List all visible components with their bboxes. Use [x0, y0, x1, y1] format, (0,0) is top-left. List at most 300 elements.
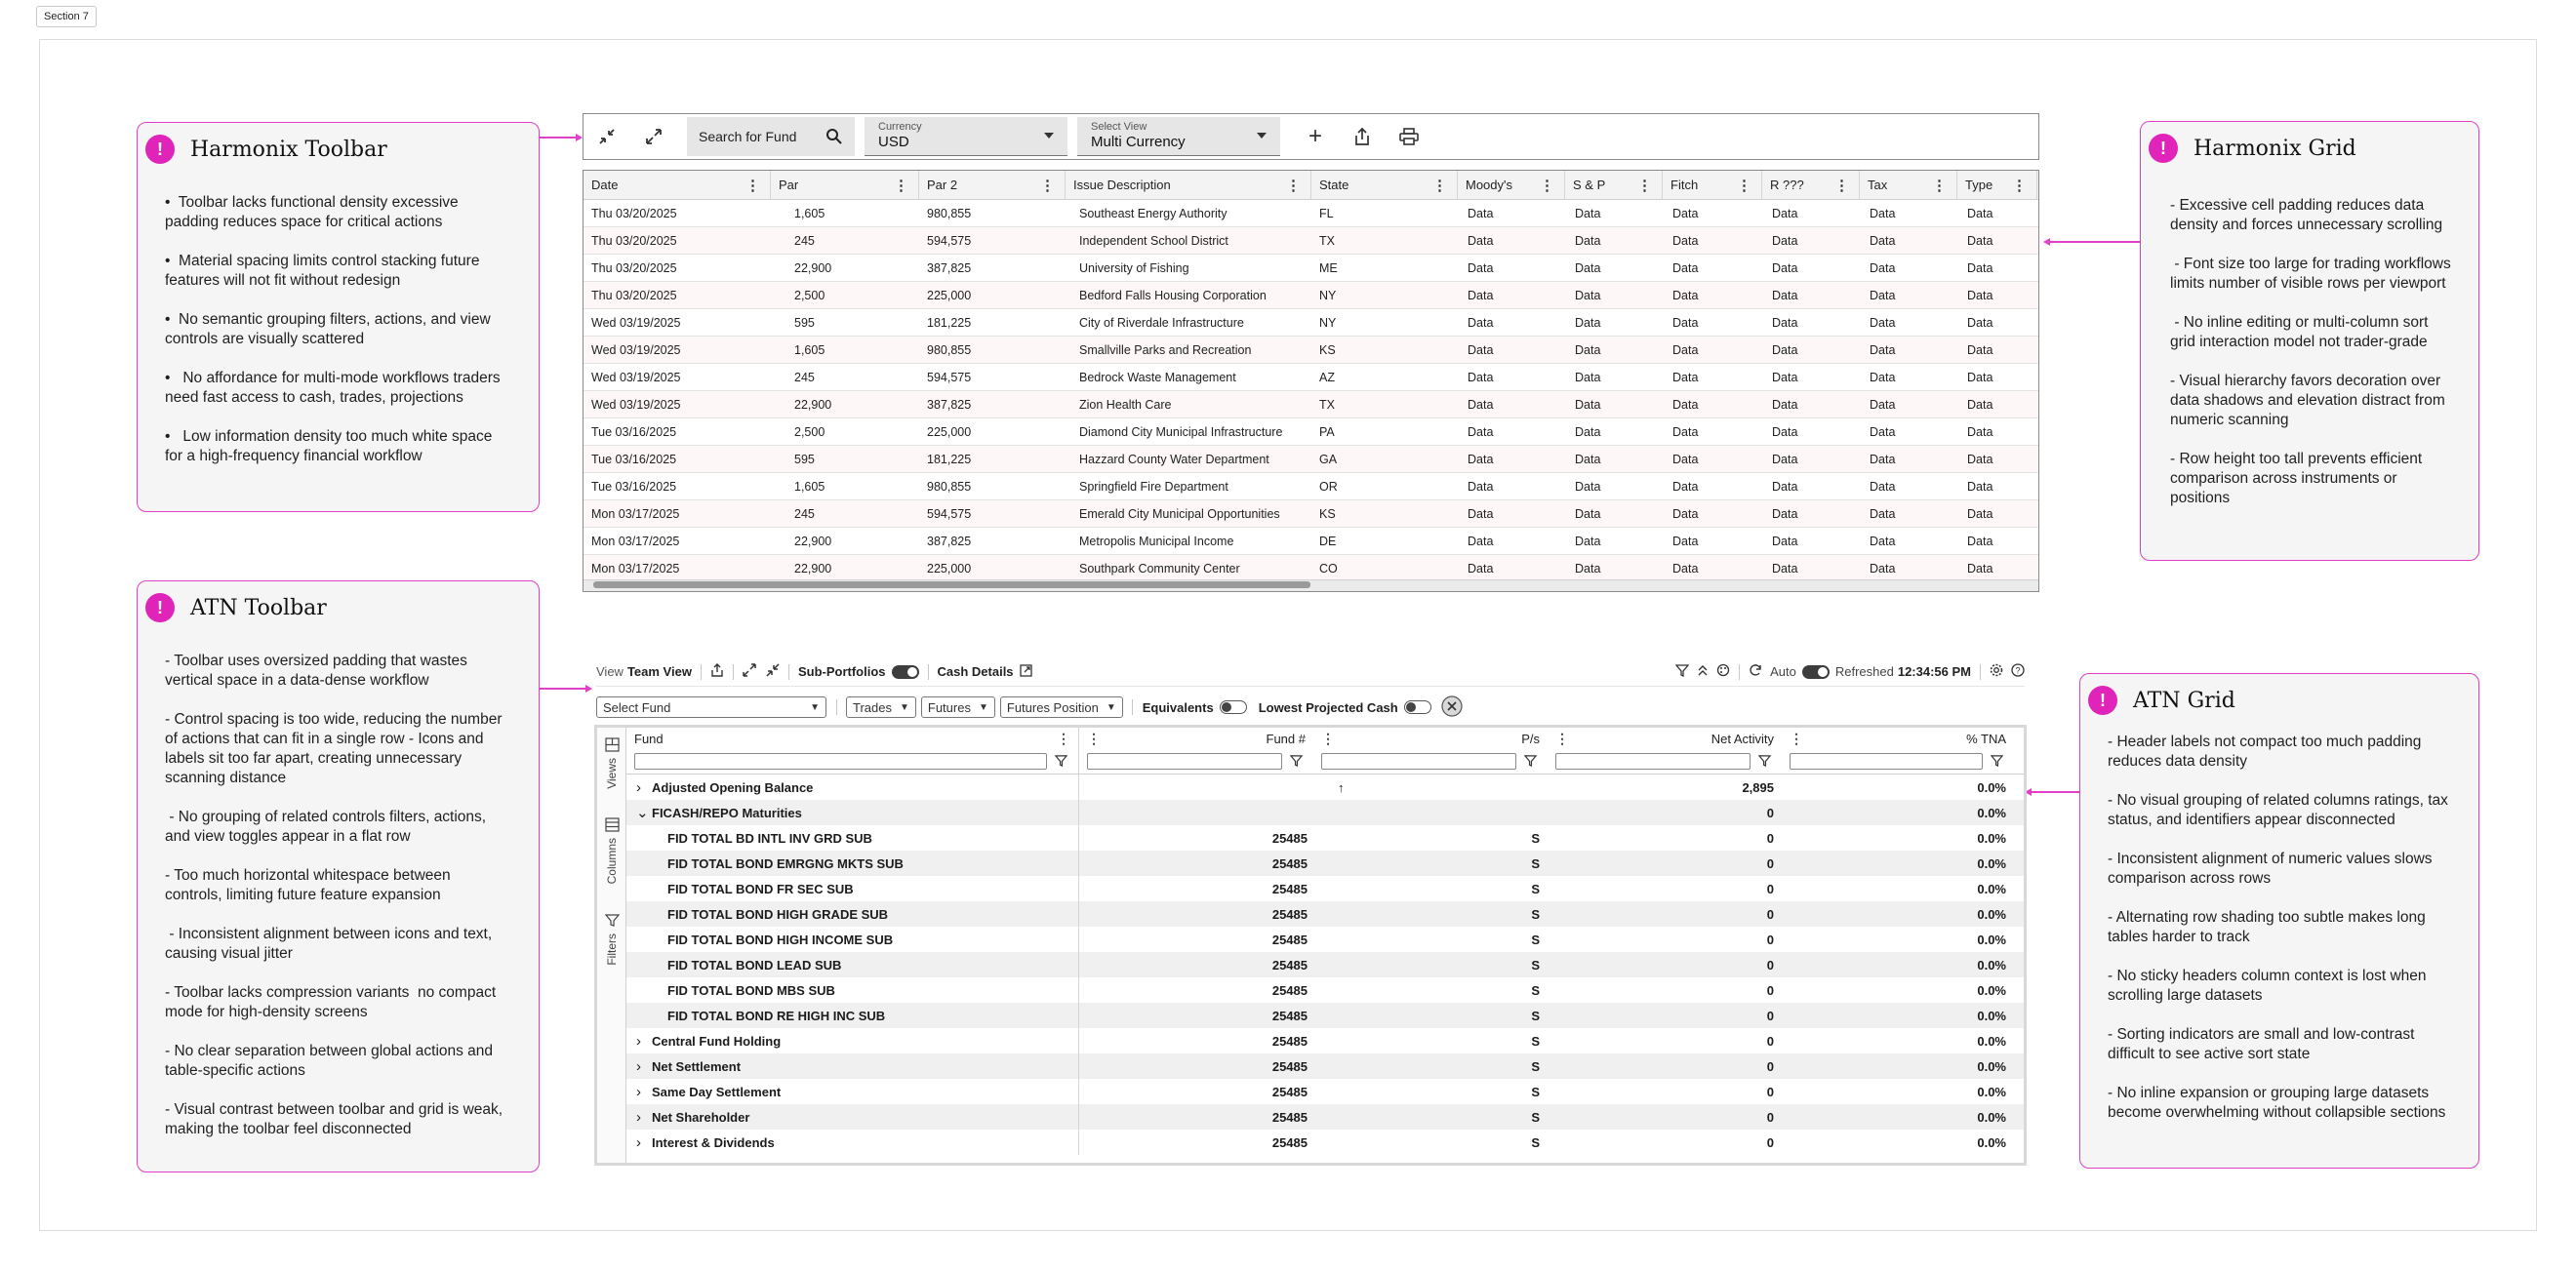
- table-cell: Data: [1772, 342, 1798, 357]
- cell-value: 0.0%: [1977, 1134, 2006, 1150]
- columns-tab[interactable]: [602, 817, 622, 884]
- column-header[interactable]: [1663, 171, 1762, 199]
- table-row[interactable]: [626, 1104, 2024, 1130]
- chevron-down-icon: ▼: [978, 701, 988, 713]
- table-row[interactable]: [584, 255, 2038, 282]
- filter-icon[interactable]: [1055, 754, 1070, 770]
- table-cell: Data: [1575, 424, 1601, 439]
- chevron-right-icon[interactable]: ›: [636, 1133, 641, 1151]
- grid-body: [584, 200, 2038, 582]
- table-cell: Data: [1967, 206, 1993, 220]
- column-menu-icon[interactable]: ⋮: [1087, 730, 1101, 746]
- column-header[interactable]: [1066, 171, 1311, 199]
- clear-filters-icon[interactable]: [1441, 695, 1463, 720]
- column-menu-icon[interactable]: ⋮: [1040, 178, 1055, 194]
- views-icon: [605, 737, 620, 752]
- table-cell: Data: [1870, 288, 1896, 302]
- table-cell: [1079, 825, 1313, 851]
- sub-portfolios-toggle[interactable]: [892, 665, 919, 679]
- refreshed-label: Refreshed: [1834, 664, 1894, 679]
- table-cell: Data: [1870, 233, 1896, 248]
- table-cell: [1313, 800, 1548, 825]
- table-cell: [1313, 851, 1548, 876]
- table-row[interactable]: [626, 927, 2024, 952]
- column-menu-icon[interactable]: ⋮: [1286, 178, 1301, 194]
- table-cell: Wed 03/19/2025: [591, 370, 681, 384]
- table-row[interactable]: [626, 1053, 2024, 1079]
- table-cell: Data: [1772, 233, 1798, 248]
- table-row[interactable]: [584, 391, 2038, 418]
- expand-icon[interactable]: [743, 663, 756, 680]
- table-row[interactable]: [626, 901, 2024, 927]
- table-cell: Wed 03/19/2025: [591, 342, 681, 357]
- table-cell: Data: [1672, 288, 1699, 302]
- table-cell: Data: [1672, 260, 1699, 275]
- table-cell: [1548, 1053, 1782, 1079]
- table-row[interactable]: [626, 800, 2024, 825]
- sort-ascending-icon[interactable]: ↑: [1338, 779, 1345, 795]
- views-tab[interactable]: [602, 737, 622, 789]
- table-cell: Data: [1967, 233, 1993, 248]
- table-cell: Data: [1468, 233, 1494, 248]
- table-cell: Thu 03/20/2025: [591, 288, 677, 302]
- connector-line: [2031, 791, 2079, 793]
- table-cell: Data: [1870, 424, 1896, 439]
- fund-search-input[interactable]: [687, 117, 855, 156]
- table-row[interactable]: [626, 1003, 2024, 1028]
- chevron-right-icon[interactable]: ›: [636, 1032, 641, 1050]
- table-cell: Thu 03/20/2025: [591, 233, 677, 248]
- table-cell: 980,855: [927, 479, 972, 494]
- table-cell: [1079, 1104, 1313, 1130]
- table-cell: Emerald City Municipal Opportunities: [1079, 506, 1280, 521]
- card-item: - Inconsistent alignment between icons and text, causing visual jitter: [165, 926, 497, 962]
- column-header[interactable]: [1782, 728, 2014, 749]
- column-menu-icon[interactable]: ⋮: [1540, 178, 1554, 194]
- column-header-label: R ???: [1770, 178, 1804, 192]
- divider: [701, 664, 702, 680]
- table-cell: [1313, 977, 1548, 1003]
- table-cell: [1079, 1053, 1313, 1079]
- table-cell: 181,225: [927, 452, 972, 466]
- column-filter-input[interactable]: [1555, 753, 1751, 770]
- scrollbar-thumb[interactable]: [593, 581, 1310, 588]
- open-external-icon[interactable]: [1020, 664, 1032, 680]
- table-cell: Data: [1575, 452, 1601, 466]
- column-header[interactable]: [1313, 728, 1548, 749]
- table-cell: [1782, 927, 2014, 952]
- equivalents-toggle[interactable]: [1220, 700, 1247, 714]
- table-cell: [1548, 876, 1782, 901]
- table-cell: Bedrock Waste Management: [1079, 370, 1236, 384]
- cell-value: 0.0%: [1977, 881, 2006, 896]
- view-name[interactable]: Team View: [626, 664, 692, 679]
- cell-value: 0: [1766, 906, 1774, 922]
- column-header-label: Issue Description: [1073, 178, 1171, 192]
- table-cell: Data: [1967, 397, 1993, 412]
- futures-position-dropdown[interactable]: [1000, 696, 1123, 718]
- card-harmonix-grid: [2140, 121, 2479, 561]
- auto-refresh-toggle[interactable]: [1802, 665, 1830, 679]
- table-row[interactable]: [626, 977, 2024, 1003]
- table-cell: Tue 03/16/2025: [591, 452, 677, 466]
- cell-value: S: [1531, 1134, 1540, 1150]
- card-title: ATN Toolbar: [190, 595, 327, 620]
- table-row[interactable]: [584, 473, 2038, 500]
- cell-value: 0.0%: [1977, 906, 2006, 922]
- table-cell: [626, 800, 1079, 825]
- cell-value: 0.0%: [1977, 1058, 2006, 1074]
- column-header[interactable]: [1762, 171, 1860, 199]
- table-cell: Data: [1967, 452, 1993, 466]
- chevron-right-icon[interactable]: ›: [636, 1057, 641, 1075]
- table-row[interactable]: [584, 555, 2038, 582]
- collapse-rows-icon[interactable]: [1697, 663, 1709, 680]
- table-row[interactable]: [584, 227, 2038, 255]
- card-item: - Alternating row shading too subtle makes long tables harder to track: [2108, 909, 2431, 945]
- divider: [1132, 699, 1133, 715]
- cell-value: 0: [1766, 830, 1774, 846]
- trades-label: Trades: [853, 699, 892, 715]
- table-cell: [1548, 1130, 1782, 1155]
- table-row[interactable]: [584, 309, 2038, 337]
- futures-position-label: Futures Position: [1006, 699, 1099, 715]
- cell-value: 25485: [1271, 1084, 1308, 1099]
- table-cell: [1079, 800, 1313, 825]
- table-cell: [1079, 952, 1313, 977]
- table-row[interactable]: [626, 1130, 2024, 1155]
- horizontal-scrollbar[interactable]: [584, 579, 2038, 591]
- table-cell: [1782, 775, 2014, 800]
- column-header-label: Net Activity: [1711, 731, 1774, 746]
- column-menu-icon[interactable]: ⋮: [745, 178, 760, 194]
- table-row[interactable]: [584, 500, 2038, 528]
- table-cell: [1548, 800, 1782, 825]
- column-menu-icon[interactable]: ⋮: [2012, 178, 2027, 194]
- table-cell: Data: [1672, 452, 1699, 466]
- card-item: - Excessive cell padding reduces data density and forces unnecessary scrolling: [2170, 197, 2443, 233]
- card-title: Harmonix Grid: [2194, 136, 2356, 161]
- chevron-down-icon[interactable]: ⌄: [636, 805, 649, 821]
- table-cell: Data: [1468, 342, 1494, 357]
- column-menu-icon[interactable]: ⋮: [1555, 730, 1569, 746]
- card-item: - No clear separation between global actions and table-specific actions: [165, 1043, 498, 1079]
- lowest-projected-cash-toggle[interactable]: [1404, 700, 1431, 714]
- caret-down-icon: [1257, 133, 1267, 139]
- table-cell: Data: [1772, 534, 1798, 548]
- connector-arrow: [2043, 238, 2050, 246]
- table-cell: FL: [1319, 206, 1334, 220]
- table-cell: 1,605: [794, 479, 825, 494]
- fund-name: Adjusted Opening Balance: [652, 779, 814, 795]
- table-cell: 225,000: [927, 288, 972, 302]
- column-menu-icon[interactable]: ⋮: [1834, 178, 1849, 194]
- equivalents-label: Equivalents: [1142, 699, 1214, 715]
- table-cell: Data: [1772, 288, 1798, 302]
- table-cell: Data: [1672, 233, 1699, 248]
- column-header[interactable]: [1565, 171, 1663, 199]
- expand-arrows-icon[interactable]: [630, 115, 677, 158]
- harmonix-toolbar: [583, 113, 2039, 160]
- column-header[interactable]: [584, 171, 771, 199]
- card-item: - Too much horizontal whitespace between controls, limiting future feature expansion: [165, 867, 455, 903]
- card-item: • No semantic grouping filters, actions, and view controls are visually scattered: [165, 311, 495, 347]
- table-cell: [1079, 927, 1313, 952]
- card-item: - Row height too tall prevents efficient comparison across instruments or positions: [2170, 451, 2427, 506]
- table-cell: [1079, 775, 1313, 800]
- currency-select[interactable]: [865, 117, 1067, 156]
- table-cell: Data: [1672, 342, 1699, 357]
- card-item: - Font size too large for trading workflows limits number of visible rows per viewport: [2170, 256, 2456, 292]
- table-cell: Data: [1870, 370, 1896, 384]
- table-row[interactable]: [584, 446, 2038, 473]
- cell-value: 25485: [1271, 1058, 1308, 1074]
- cell-value: 25485: [1271, 932, 1308, 947]
- table-row[interactable]: [626, 952, 2024, 977]
- column-menu-icon[interactable]: ⋮: [1321, 730, 1335, 746]
- column-header-label: Par 2: [927, 178, 958, 192]
- column-menu-icon[interactable]: ⋮: [1057, 730, 1070, 746]
- column-header[interactable]: [1311, 171, 1458, 199]
- table-cell: 181,225: [927, 315, 972, 330]
- collapse-arrows-icon[interactable]: [584, 115, 630, 158]
- column-header[interactable]: [1548, 728, 1782, 749]
- table-cell: [626, 1028, 1079, 1053]
- select-fund-dropdown[interactable]: [596, 696, 826, 718]
- cell-value: 0: [1766, 1058, 1774, 1074]
- table-cell: [1313, 1104, 1548, 1130]
- table-cell: [1079, 901, 1313, 927]
- column-menu-icon[interactable]: ⋮: [1932, 178, 1947, 194]
- card-item: • Low information density too much white space for a high-frequency financial workflow: [165, 428, 497, 464]
- table-cell: Data: [1967, 370, 1993, 384]
- share-icon[interactable]: [1339, 115, 1386, 158]
- view-value: Multi Currency: [1091, 134, 1186, 150]
- table-cell: Data: [1575, 288, 1601, 302]
- table-cell: University of Fishing: [1079, 260, 1189, 275]
- table-cell: Data: [1468, 479, 1494, 494]
- view-select[interactable]: [1077, 117, 1280, 156]
- card-list: [138, 164, 539, 466]
- cell-value: 25485: [1271, 830, 1308, 846]
- table-cell: 245: [794, 370, 815, 384]
- column-header[interactable]: [1957, 171, 2037, 199]
- table-row[interactable]: [584, 200, 2038, 227]
- column-header[interactable]: [919, 171, 1066, 199]
- lowest-projected-cash-label: Lowest Projected Cash: [1258, 699, 1398, 715]
- column-menu-icon[interactable]: ⋮: [1790, 730, 1803, 746]
- column-menu-icon[interactable]: ⋮: [1737, 178, 1751, 194]
- chevron-right-icon[interactable]: ›: [636, 1108, 641, 1126]
- table-cell: Data: [1870, 479, 1896, 494]
- column-header-label: Par: [779, 178, 799, 192]
- refresh-icon[interactable]: [1749, 663, 1762, 680]
- table-cell: 1,605: [794, 206, 825, 220]
- table-cell: [1782, 952, 2014, 977]
- cell-value: S: [1531, 1109, 1540, 1125]
- trades-dropdown[interactable]: [846, 696, 916, 718]
- table-row[interactable]: [584, 528, 2038, 555]
- table-cell: 387,825: [927, 397, 972, 412]
- table-cell: Data: [1870, 206, 1896, 220]
- table-cell: 2,500: [794, 288, 825, 302]
- table-cell: Data: [1575, 561, 1601, 576]
- table-cell: [1782, 977, 2014, 1003]
- cell-value: S: [1531, 881, 1540, 896]
- column-filter-input[interactable]: [634, 753, 1047, 770]
- cell-value: 0: [1766, 855, 1774, 871]
- table-cell: NY: [1319, 288, 1337, 302]
- table-cell: [626, 927, 1079, 952]
- table-row[interactable]: [626, 825, 2024, 851]
- table-cell: 2,500: [794, 424, 825, 439]
- column-filter-input[interactable]: [1087, 753, 1282, 770]
- cell-value: 0: [1766, 1084, 1774, 1099]
- table-row[interactable]: [584, 418, 2038, 446]
- table-cell: Data: [1772, 561, 1798, 576]
- table-cell: [626, 825, 1079, 851]
- table-cell: Southpark Community Center: [1079, 561, 1240, 576]
- table-cell: Data: [1967, 260, 1993, 275]
- palette-icon[interactable]: [1716, 663, 1730, 680]
- cell-value: 25485: [1271, 1134, 1308, 1150]
- help-icon[interactable]: [2011, 663, 2025, 680]
- filter-icon[interactable]: [1991, 754, 2006, 770]
- column-menu-icon[interactable]: ⋮: [1432, 178, 1447, 194]
- table-cell: [1313, 901, 1548, 927]
- table-row[interactable]: [626, 851, 2024, 876]
- table-row[interactable]: [626, 876, 2024, 901]
- divider: [733, 664, 734, 680]
- add-icon[interactable]: +: [1308, 123, 1322, 149]
- column-filter: [626, 749, 1079, 774]
- table-cell: 22,900: [794, 534, 832, 548]
- column-header[interactable]: [1860, 171, 1957, 199]
- table-row[interactable]: [626, 1079, 2024, 1104]
- filters-tab[interactable]: [602, 913, 622, 966]
- table-cell: [1548, 825, 1782, 851]
- card-item: • No affordance for multi-mode workflows traders need fast access to cash, trades, projections: [165, 370, 504, 406]
- cell-value: 0: [1766, 932, 1774, 947]
- cell-value: S: [1531, 906, 1540, 922]
- column-menu-icon[interactable]: ⋮: [894, 178, 908, 194]
- table-row[interactable]: [584, 337, 2038, 364]
- chevron-right-icon[interactable]: ›: [636, 778, 641, 796]
- alert-icon: !: [2088, 686, 2117, 715]
- table-cell: [626, 1079, 1079, 1104]
- column-filter-row: [626, 749, 2024, 775]
- table-cell: [1079, 1028, 1313, 1053]
- table-cell: Data: [1870, 397, 1896, 412]
- table-row[interactable]: [584, 364, 2038, 391]
- cell-value: 25485: [1271, 982, 1308, 998]
- table-cell: [1313, 1003, 1548, 1028]
- cell-value: 0: [1766, 982, 1774, 998]
- cash-details-link[interactable]: Cash Details: [937, 664, 1014, 679]
- table-cell: Data: [1772, 260, 1798, 275]
- filter-icon[interactable]: [1758, 754, 1774, 770]
- table-row[interactable]: [584, 282, 2038, 309]
- column-header[interactable]: [1079, 728, 1313, 749]
- views-tab-label: Views: [605, 758, 619, 789]
- connector-line: [540, 688, 588, 690]
- table-cell: ME: [1319, 260, 1338, 275]
- divider: [1980, 664, 1981, 680]
- table-cell: 595: [794, 315, 815, 330]
- card-item: - Header labels not compact too much padding reduces data density: [2108, 734, 2426, 770]
- card-item: - Visual contrast between toolbar and grid is weak, making the toolbar feel disconnected: [165, 1101, 507, 1137]
- table-cell: 22,900: [794, 397, 832, 412]
- table-cell: NY: [1319, 315, 1337, 330]
- collapse-icon[interactable]: [766, 663, 780, 680]
- select-fund-label: Select Fund: [603, 699, 671, 715]
- filter-icon[interactable]: [1675, 663, 1689, 680]
- cell-value: 25485: [1271, 1008, 1308, 1023]
- table-cell: [626, 775, 1079, 800]
- filter-icon[interactable]: [1524, 754, 1540, 770]
- alert-icon: !: [145, 135, 175, 164]
- cell-value: 25485: [1271, 906, 1308, 922]
- table-cell: Data: [1575, 534, 1601, 548]
- table-cell: Data: [1575, 342, 1601, 357]
- table-cell: Data: [1870, 506, 1896, 521]
- divider: [928, 664, 929, 680]
- column-header[interactable]: [1458, 171, 1565, 199]
- table-cell: [1313, 1079, 1548, 1104]
- card-list: [138, 622, 539, 1139]
- column-header-label: Date: [591, 178, 619, 192]
- cell-value: 25485: [1271, 957, 1308, 973]
- table-cell: GA: [1319, 452, 1338, 466]
- svg-text:?: ?: [2015, 665, 2021, 676]
- card-item: - Toolbar uses oversized padding that wastes vertical space in a data-dense workflow: [165, 653, 472, 689]
- cell-value: S: [1531, 957, 1540, 973]
- table-cell: Data: [1575, 479, 1601, 494]
- chevron-right-icon[interactable]: ›: [636, 1083, 641, 1100]
- card-item: - No visual grouping of related columns ratings, tax status, and identifiers appear disconnected: [2108, 792, 2453, 828]
- column-header[interactable]: [626, 728, 1079, 749]
- export-icon[interactable]: [710, 663, 724, 680]
- atn-filter-bar: [596, 695, 2025, 719]
- table-cell: 387,825: [927, 534, 972, 548]
- table-cell: 594,575: [927, 233, 972, 248]
- table-cell: [1782, 1079, 2014, 1104]
- filter-icon[interactable]: [1290, 754, 1306, 770]
- column-header-label: Fund #: [1266, 731, 1306, 746]
- gear-icon[interactable]: [1990, 663, 2003, 680]
- table-cell: [1313, 1053, 1548, 1079]
- futures-dropdown[interactable]: [921, 696, 995, 718]
- table-cell: Tue 03/16/2025: [591, 479, 677, 494]
- print-icon[interactable]: [1386, 115, 1432, 158]
- side-panel-tabs: [597, 728, 626, 1163]
- table-row[interactable]: [626, 775, 2024, 800]
- search-icon: [825, 128, 843, 145]
- cell-value: 0: [1766, 1134, 1774, 1150]
- column-menu-icon[interactable]: ⋮: [1637, 178, 1652, 194]
- alert-icon: !: [145, 593, 175, 622]
- column-filter-input[interactable]: [1790, 753, 1983, 770]
- card-title: ATN Grid: [2133, 688, 2235, 713]
- table-cell: 22,900: [794, 561, 832, 576]
- table-row[interactable]: [626, 1028, 2024, 1053]
- column-header-label: Moody's: [1466, 178, 1513, 192]
- table-cell: Bedford Falls Housing Corporation: [1079, 288, 1267, 302]
- column-filter: [1782, 749, 2014, 774]
- column-header[interactable]: [771, 171, 919, 199]
- column-filter-input[interactable]: [1321, 753, 1516, 770]
- table-cell: Wed 03/19/2025: [591, 315, 681, 330]
